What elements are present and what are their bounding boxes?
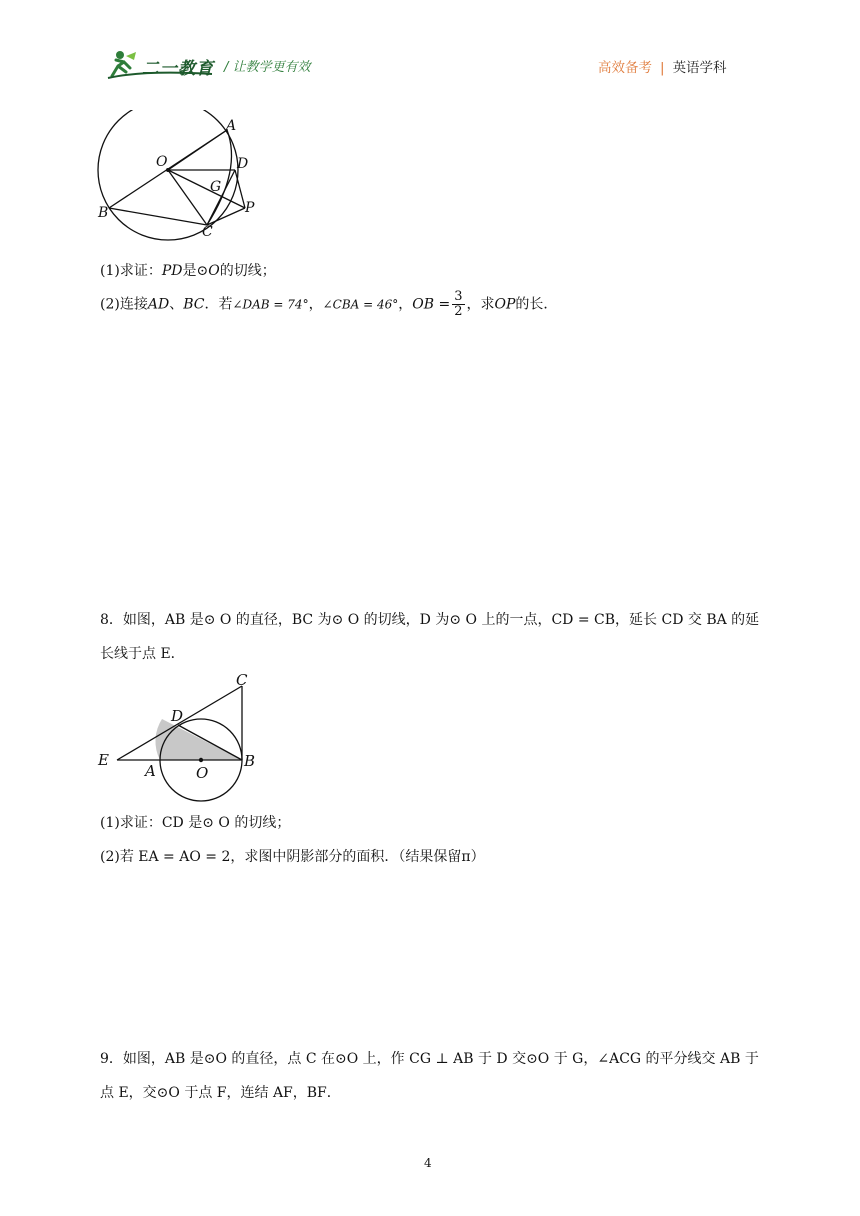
q7-figure (90, 110, 270, 245)
q8-stem-line1: 8．如图，AB 是⊙ O 的直径，BC 为⊙ O 的切线，D 为⊙ O 上的一点，CD = CB，延长 CD 交 BA 的延 (100, 612, 760, 628)
brand-slogan: / 让教学更有效 (224, 60, 311, 75)
q7-label-p: P (245, 200, 255, 216)
q7-p2-t3: ．若 (204, 296, 233, 313)
q7-p2-angle2: ∠CBA = 46° (322, 297, 399, 312)
q7-label-a: A (226, 118, 237, 134)
q7-part2 (100, 290, 557, 319)
q7-p1-text3: 的切线； (219, 263, 276, 279)
q7-frac-num: 3 (454, 289, 463, 304)
tag-left: 高效备考 (598, 60, 652, 76)
q8-label-b: B (244, 752, 256, 770)
q7-p1-o: O (208, 263, 220, 279)
q7-label-b: B (98, 205, 109, 221)
q7-label-d: D (237, 156, 249, 172)
q7-p1-pd: PD (161, 263, 183, 279)
q9-stem-line2: 点 E，交⊙O 于点 F，连结 AF，BF． (100, 1085, 341, 1101)
q7-label-c: C (202, 224, 213, 240)
page-number: 4 (424, 1156, 432, 1170)
q8-part1: (1)求证：CD 是⊙ O 的切线； (100, 815, 291, 831)
q7-p2-ob: OB = (412, 296, 451, 313)
q7-label-o: O (156, 154, 168, 170)
q7-p2-t2: 、 (169, 296, 184, 313)
q7-part1 (100, 260, 276, 280)
q8-part2: (2)若 EA = AO = 2，求图中阴影部分的面积．（结果保留π） (100, 849, 485, 865)
q8-label-o: O (196, 764, 209, 782)
q7-p2-op: OP (494, 296, 516, 313)
q8-label-e: E (98, 751, 109, 769)
q7-fraction (452, 290, 464, 319)
q8-label-a: A (145, 762, 156, 780)
q7-label-g: G (210, 179, 222, 195)
q7-p2-t1: (2)连接 (100, 296, 148, 313)
tag-right: 英语学科 (672, 60, 727, 76)
q8-label-d: D (171, 707, 184, 725)
q7-p2-ad: AD (147, 296, 170, 313)
q8-label-c: C (236, 671, 248, 689)
q7-p1-text2: 是⊙ (182, 263, 209, 279)
header-tags (598, 56, 727, 76)
q8-figure (92, 670, 267, 810)
q7-p2-t5: ， (398, 296, 413, 313)
q7-p2-t7: 的长． (515, 296, 558, 313)
q8-stem-line2: 长线于点 E． (100, 646, 185, 662)
q7-p2-angle1: ∠DAB = 74° (232, 297, 309, 312)
q7-p2-t6: ，求 (466, 296, 495, 313)
brand-name: 二一教育 (142, 59, 214, 79)
tag-separator: | (660, 60, 665, 76)
q7-p2-t4: ， (308, 296, 323, 313)
q9-stem-line1: 9．如图，AB 是⊙O 的直径，点 C 在⊙O 上，作 CG ⊥ AB 于 D 交⊙O 于 G，∠ACG 的平分线交 AB 于 (100, 1051, 759, 1067)
q7-frac-den: 2 (454, 304, 463, 319)
q7-p1-text: (1)求证： (100, 263, 162, 279)
q7-p2-bc: BC (183, 296, 205, 313)
